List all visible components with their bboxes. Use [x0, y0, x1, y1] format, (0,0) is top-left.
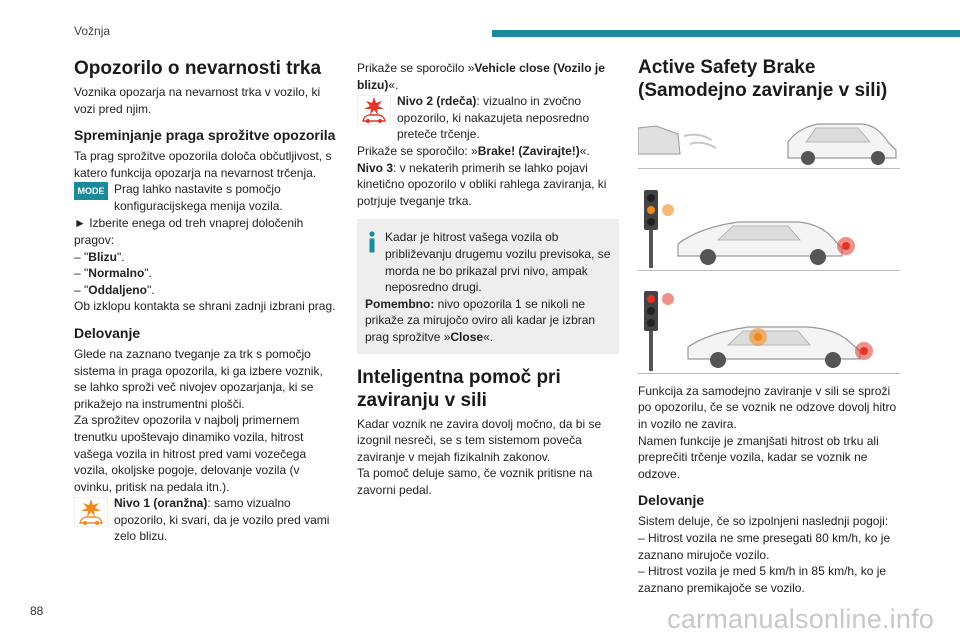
option-normal: – "Normalno".: [74, 266, 152, 281]
collision-orange-icon: [74, 497, 108, 527]
asb-text-1: Funkcija za samodejno zaviranje v sili se sproži po opozorilu, če se voznik ne odzove dovolj hitro in vozilo ne zavira.: [638, 383, 897, 431]
heading-operation: Delovanje: [74, 324, 141, 341]
collision-red-icon: [357, 95, 391, 125]
page-number: 88: [30, 604, 44, 618]
option-close: – "Blizu".: [74, 249, 125, 264]
header-section-label: Vožnja: [74, 24, 111, 38]
heading-threshold: Spreminjanje praga sprožitve opozorila: [74, 127, 336, 144]
illustration-orange-warning: [638, 184, 900, 271]
ebas-text-1: Kadar voznik ne zavira dovolj močno, da bi se izognil nesreči, se s tem sistemom poveča zaviranje v mejah fizikalnih zakonov.: [357, 416, 602, 464]
saved-text: Ob izklopu kontakta se shrani zadnji izbrani prag.: [74, 299, 336, 314]
operation-text: Glede na zaznano tveganje za trk s pomočjo sistema in praga opozorila, ki ga izbere voznik, se lahko sproži več nivojev opozarjanja, ki se prikažejo na instrumentni plošči.: [74, 346, 323, 411]
operation-text-2: Za sprožitev opozorila v najbolj primernem trenutku upoštevajo dinamiko vozila, hitrost vašega vozila in hitrost pred vami vozečega vozila, okoljske pogoje, delovanje vozila (v ovinku, pritisk na pedala itn.).: [74, 413, 307, 494]
intro-text: Voznika opozarja na nevarnost trka v vozilo, ki vozi pred njim.: [74, 85, 321, 116]
level1-row: [74, 495, 336, 545]
asb-conditions: Sistem deluje, če so izpolnjeni naslednji pogoji:: [638, 514, 889, 529]
illustration-red-warning: [638, 285, 900, 374]
column-right: [638, 56, 900, 596]
mode-icon: MODE: [74, 182, 108, 200]
header-accent-bar: [492, 30, 960, 37]
message-brake: Prikaže se sporočilo: »Brake! (Zavirajte!)«.: [357, 143, 590, 158]
asb-condition-1: – Hitrost vozila ne sme presegati 80 km/h, ko je zaznano mirujoče vozilo.: [638, 530, 891, 562]
ebas-text-2: Ta pomoč deluje samo, če voznik pritisne na zavorni pedal.: [357, 466, 593, 497]
heading-asb-operation: Delovanje: [638, 492, 705, 509]
message-vehicle-close: Prikaže se sporočilo »Vehicle close (Vozilo je blizu)«.: [357, 61, 605, 92]
threshold-text: Ta prag sprožitve opozorila določa občutljivost, s katero funkcija opozarja na nevarnost trčenja.: [74, 149, 332, 180]
choose-text: ► Izberite enega od treh vnaprej določenih pragov:: [74, 216, 304, 247]
section-title-collision-warning: Opozorilo o nevarnosti trka: [74, 58, 322, 79]
asb-condition-2: – Hitrost vozila je med 5 km/h in 85 km/h, ko je zaznano premikajoče se vozilo.: [638, 564, 887, 595]
option-distant: – "Oddaljeno".: [74, 282, 155, 297]
info-icon: [365, 231, 379, 253]
section-title-emergency-brake-assist: Inteligentna pomoč pri zaviranju v sili: [357, 366, 561, 411]
section-title-active-safety-brake: Active Safety Brake (Samodejno zaviranje v sili): [638, 57, 888, 101]
mode-row: [74, 181, 336, 215]
watermark: carmanualsonline.info: [667, 604, 934, 634]
level3-text: Nivo 3: v nekaterih primerih se lahko pojavi kinetično opozorilo v obliki rahlega zaviranja, ki potrjuje tveganje trka.: [357, 160, 607, 208]
asb-text-2: Namen funkcije je zmanjšati hitrost ob trku ali preprečiti trčenje vozila, kadar se voznik ne odzove.: [638, 433, 879, 481]
column-left: [74, 58, 336, 545]
note-text-2: Pomembno: nivo opozorila 1 se nikoli ne prikaže za mirujočo oviro ali kadar je izbran prag sprožitve »Close«.: [365, 296, 596, 344]
column-middle: [357, 60, 619, 498]
info-note: [357, 219, 619, 353]
note-text-1: Kadar je hitrost vašega vozila ob približevanju drugemu vozilu previsoka, se morda ne bo prikazal prvi nivo, ampak neposredno drugi.: [385, 230, 611, 295]
level2-text: Nivo 2 (rdeča): vizualno in zvočno opozorilo, ki nakazujeta neposredno preteče trčenje.: [397, 94, 590, 142]
level2-row: [357, 93, 619, 143]
illustration-car-approaching: [638, 114, 900, 169]
level1-text: Nivo 1 (oranžna): samo vizualno opozorilo, ki svari, da je vozilo pred vami zelo blizu.: [114, 496, 330, 544]
mode-text: Prag lahko nastavite s pomočjo konfiguracijskega menija vozila.: [114, 182, 283, 213]
